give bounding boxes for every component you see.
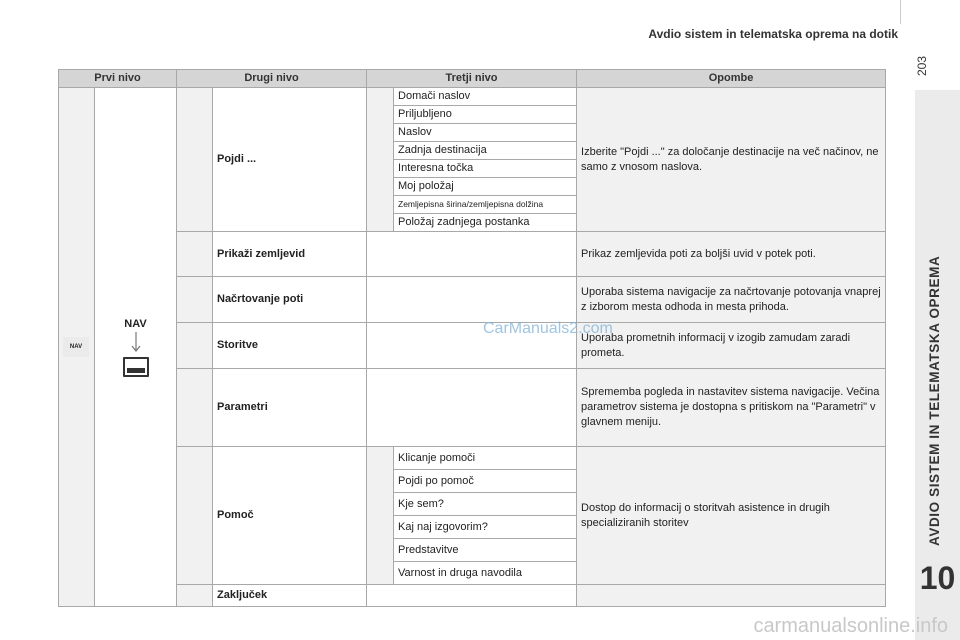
center-watermark: CarManuals2.com xyxy=(483,320,613,337)
level3-empty xyxy=(367,232,577,277)
navigation-menu-table xyxy=(58,69,886,607)
notes-nacrtovanje-poti: Uporaba sistema navigacije za načrtovanje potovanja vnaprej z izborom mesta odhoda in mesta prihoda. xyxy=(577,277,886,323)
header-third-level: Tretji nivo xyxy=(367,70,577,88)
level3-item: Domači naslov xyxy=(394,88,577,106)
first-level-icon-cell xyxy=(59,88,95,607)
level3-item: Klicanje pomoči xyxy=(394,447,577,470)
level2-item-pomoc: Pomoč xyxy=(213,447,367,585)
level3-item: Interesna točka xyxy=(394,160,577,178)
level2-item-nacrtovanje-poti: Načrtovanje poti xyxy=(213,277,367,323)
level2-item-zakljucek: Zaključek xyxy=(213,585,367,607)
table-row xyxy=(59,323,886,369)
notes-parametri: Sprememba pogleda in nastavitev sistema navigacije. Večina parametrov sistema je dostopna s pritiskom na "Parametri" v glavnem meniju. xyxy=(577,369,886,447)
table-row xyxy=(59,585,886,607)
level3-item: Zemljepisna širina/zemljepisna dolžina xyxy=(394,196,577,214)
header-notes: Opombe xyxy=(577,70,886,88)
level3-item: Kje sem? xyxy=(394,493,577,516)
level2-item-prikazi-zemljevid: Prikaži zemljevid xyxy=(213,232,367,277)
level2-spacer xyxy=(177,232,213,277)
level2-spacer xyxy=(177,323,213,369)
level2-spacer xyxy=(177,585,213,607)
nav-badge-icon: NAV xyxy=(63,337,89,357)
top-divider-line xyxy=(900,0,901,24)
level2-item-pojdi: Pojdi ... xyxy=(213,88,367,232)
level3-empty xyxy=(367,585,577,607)
level3-item: Pojdi po pomoč xyxy=(394,470,577,493)
level3-item: Položaj zadnjega postanka xyxy=(394,214,577,232)
notes-empty xyxy=(577,585,886,607)
page-number: 203 xyxy=(915,55,929,76)
table-row xyxy=(59,447,886,470)
level2-spacer xyxy=(177,369,213,447)
table-row xyxy=(59,232,886,277)
level2-spacer xyxy=(177,88,213,232)
notes-pojdi: Izberite "Pojdi ..." za določanje destinacije na več načinov, ne samo z vnosom naslova. xyxy=(577,88,886,232)
header-second-level: Drugi nivo xyxy=(177,70,367,88)
page-header-title: Avdio sistem in telematska oprema na dotik xyxy=(648,27,898,41)
level3-spacer xyxy=(367,447,394,585)
level3-item: Predstavitve xyxy=(394,539,577,562)
table-row xyxy=(59,88,886,106)
table-header-row xyxy=(59,70,886,88)
footer-watermark: carmanualsonline.info xyxy=(753,615,948,637)
level3-item: Moj položaj xyxy=(394,178,577,196)
level2-spacer xyxy=(177,277,213,323)
level3-item: Priljubljeno xyxy=(394,106,577,124)
level3-item: Varnost in druga navodila xyxy=(394,562,577,585)
nav-label: NAV xyxy=(124,317,147,330)
chapter-number: 10 xyxy=(919,560,956,596)
header-first-level: Prvi nivo xyxy=(59,70,177,88)
screen-icon xyxy=(123,357,149,377)
level2-spacer xyxy=(177,447,213,585)
notes-storitve: Uporaba prometnih informacij v izogib zamudam zaradi prometa. xyxy=(577,323,886,369)
level2-item-parametri: Parametri xyxy=(213,369,367,447)
level3-item: Zadnja destinacija xyxy=(394,142,577,160)
table-row xyxy=(59,369,886,447)
level3-item: Naslov xyxy=(394,124,577,142)
level3-spacer xyxy=(367,88,394,232)
level2-item-storitve: Storitve xyxy=(213,323,367,369)
level3-item: Kaj naj izgovorim? xyxy=(394,516,577,539)
down-arrow-icon xyxy=(130,331,142,353)
notes-pomoc: Dostop do informacij o storitvah asistence in drugih specializiranih storitev xyxy=(577,447,886,585)
first-level-nav-cell xyxy=(95,88,177,607)
level3-empty xyxy=(367,277,577,323)
table-row xyxy=(59,277,886,323)
side-section-heading: AVDIO SISTEM IN TELEMATSKA OPREMA xyxy=(927,255,942,546)
level3-empty xyxy=(367,369,577,447)
notes-prikazi-zemljevid: Prikaz zemljevida poti za boljši uvid v potek poti. xyxy=(577,232,886,277)
